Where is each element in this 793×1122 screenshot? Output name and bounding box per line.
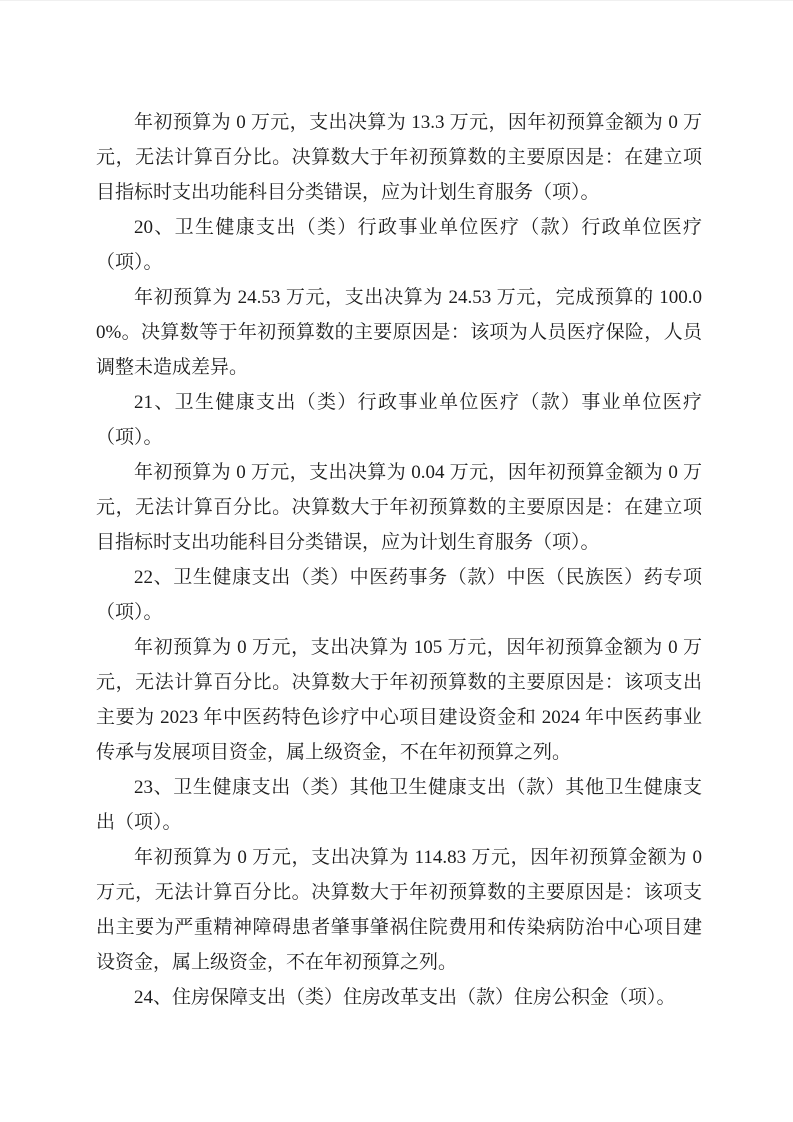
paragraph-item-24-heading: 24、住房保障支出（类）住房改革支出（款）住房公积金（项）。 [134, 987, 676, 1008]
paragraph-item-22-detail: 年初预算为 0 万元，支出决算为 105 万元，因年初预算金额为 0 万元，无法计算百分比。决算数大于年初预算数的主要原因是：该项支出主要为 2023 年中医药特色诊疗中心项目建设资金和 2024 年中医药事业传承与发展项目资金，属上级资金，不在年初预算之列。 [96, 637, 702, 763]
paragraph-item-19-detail: 年初预算为 0 万元，支出决算为 13.3 万元，因年初预算金额为 0 万元，无法计算百分比。决算数大于年初预算数的主要原因是：在建立项目指标时支出功能科目分类错误，应为计划生育服务（项）。 [96, 112, 702, 203]
paragraph-item-23-detail: 年初预算为 0 万元，支出决算为 114.83 万元，因年初预算金额为 0 万元，无法计算百分比。决算数大于年初预算数的主要原因是：该项支出主要为严重精神障碍患者肇事肇祸住院费用和传染病防治中心项目建设资金，属上级资金，不在年初预算之列。 [96, 847, 702, 973]
document-body [96, 105, 702, 1015]
paragraph-item-21-detail: 年初预算为 0 万元，支出决算为 0.04 万元，因年初预算金额为 0 万元，无法计算百分比。决算数大于年初预算数的主要原因是：在建立项目指标时支出功能科目分类错误，应为计划生育服务（项）。 [96, 462, 702, 553]
paragraph-item-23-heading: 23、卫生健康支出（类）其他卫生健康支出（款）其他卫生健康支出（项）。 [96, 777, 702, 833]
paragraph-item-20-detail: 年初预算为 24.53 万元，支出决算为 24.53 万元，完成预算的 100.00%。决算数等于年初预算数的主要原因是：该项为人员医疗保险，人员调整未造成差异。 [96, 287, 702, 378]
paragraph-item-20-heading: 20、卫生健康支出（类）行政事业单位医疗（款）行政单位医疗（项）。 [96, 217, 702, 273]
paragraph-item-22-heading: 22、卫生健康支出（类）中医药事务（款）中医（民族医）药专项（项）。 [96, 567, 702, 623]
paragraph-item-21-heading: 21、卫生健康支出（类）行政事业单位医疗（款）事业单位医疗（项）。 [96, 392, 702, 448]
